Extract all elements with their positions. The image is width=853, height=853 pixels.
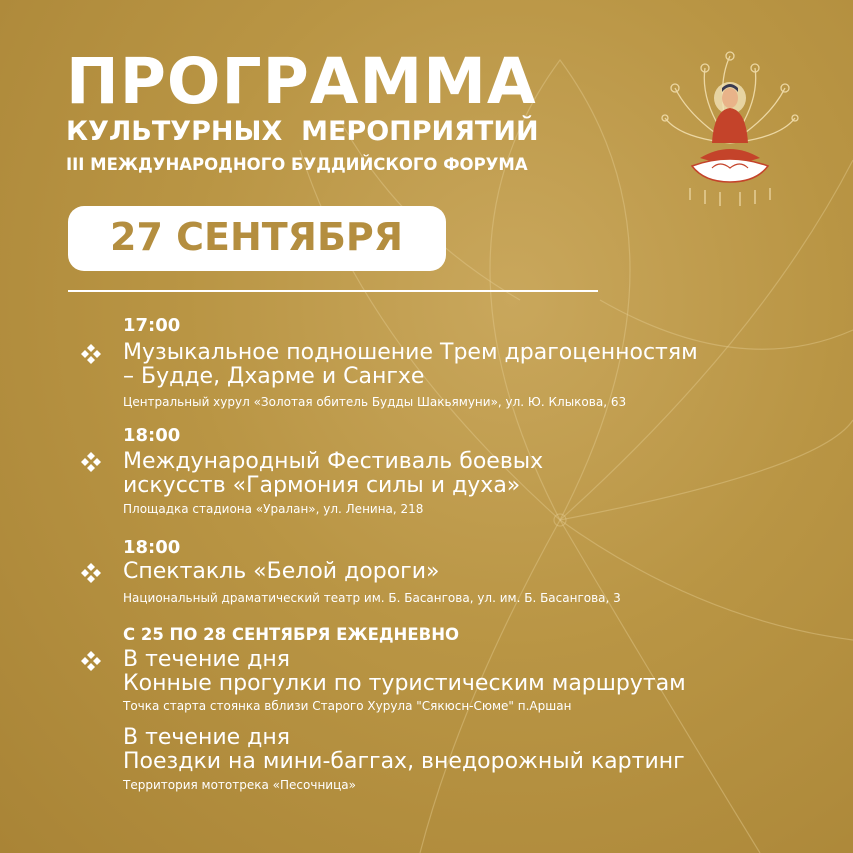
activity-when: В течение дня bbox=[123, 725, 291, 750]
page-subtitle: КУЛЬТУРНЫХ МЕРОПРИЯТИЙ bbox=[66, 116, 539, 147]
activity-when: В течение дня bbox=[123, 647, 291, 672]
event-time: 17:00 bbox=[123, 315, 181, 336]
page-title: ПРОГРАММА bbox=[66, 45, 537, 118]
event-title: Спектакль «Белой дороги» bbox=[123, 559, 440, 584]
event-location: Центральный хурул «Золотая обитель Будды Шакьямуни», ул. Ю. Клыкова, 63 bbox=[123, 395, 627, 409]
event-title: Поездки на мини-баггах, внедорожный картинг bbox=[123, 749, 685, 774]
event-location: Национальный драматический театр им. Б. Басангова, ул. им. Б. Басангова, 3 bbox=[123, 591, 621, 605]
event-title: Музыкальное подношение Трем драгоценностям bbox=[123, 340, 698, 365]
event-time: 18:00 bbox=[123, 537, 181, 558]
event-title: искусств «Гармония силы и духа» bbox=[123, 473, 521, 498]
event-location: Площадка стадиона «Уралан», ул. Ленина, 218 bbox=[123, 502, 424, 516]
buddha-lotus-logo-icon bbox=[660, 48, 800, 208]
event-title: Конные прогулки по туристическим маршрутам bbox=[123, 671, 686, 696]
bullet-icon bbox=[80, 343, 102, 365]
forum-name: III МЕЖДУНАРОДНОГО БУДДИЙСКОГО ФОРУМА bbox=[66, 155, 528, 174]
bullet-icon bbox=[80, 650, 102, 672]
event-time: 18:00 bbox=[123, 425, 181, 446]
event-title: – Будде, Дхарме и Сангхе bbox=[123, 364, 425, 389]
bullet-icon bbox=[80, 451, 102, 473]
event-location: Точка старта стоянка вблизи Старого Хурула "Сякюсн-Сюме" п.Аршан bbox=[123, 699, 572, 713]
event-location: Территория мототрека «Песочница» bbox=[123, 778, 356, 792]
bullet-icon bbox=[80, 562, 102, 584]
event-time: С 25 ПО 28 СЕНТЯБРЯ ЕЖЕДНЕВНО bbox=[123, 625, 460, 644]
divider bbox=[68, 290, 598, 292]
date-label: 27 СЕНТЯБРЯ bbox=[110, 215, 404, 259]
event-title: Международный Фестиваль боевых bbox=[123, 449, 544, 474]
